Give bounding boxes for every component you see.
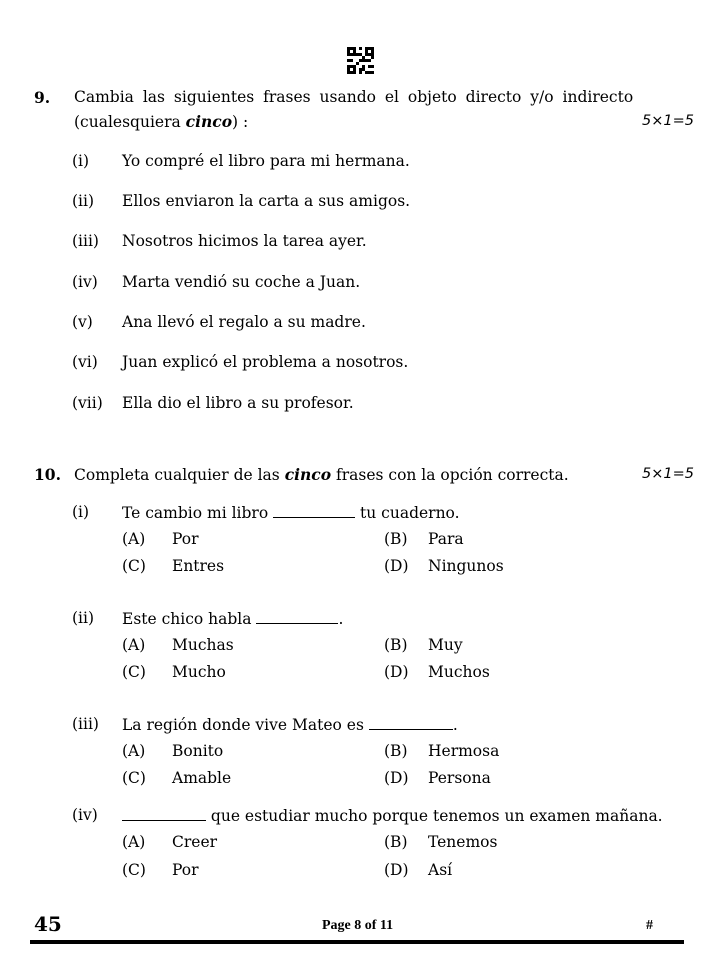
- option-label: (C): [122, 557, 146, 575]
- item-text: Este chico habla .: [122, 610, 344, 628]
- option-label: (C): [122, 663, 146, 681]
- item-text: Marta vendió su coche a Juan.: [122, 273, 361, 291]
- option-label: (C): [122, 769, 146, 787]
- item-number: (vii): [72, 394, 103, 412]
- item-number: (v): [72, 313, 93, 331]
- option-label: (A): [122, 833, 146, 851]
- item-text: que estudiar mucho porque tenemos un examen mañana.: [122, 806, 663, 825]
- option-text: Persona: [428, 769, 491, 787]
- marks-label: 5×1=5: [642, 466, 694, 482]
- option-label: (B): [384, 636, 408, 654]
- item-number: (ii): [72, 609, 95, 627]
- option-text: Así: [428, 861, 453, 879]
- option-text: Bonito: [172, 742, 224, 760]
- item-number: (iii): [72, 715, 99, 733]
- question-number: 10.: [34, 465, 61, 484]
- option-text: Amable: [172, 769, 232, 787]
- paper-code: 45: [34, 912, 62, 936]
- item-number: (i): [72, 503, 90, 521]
- item-text: Yo compré el libro para mi hermana.: [122, 152, 410, 170]
- option-text: Mucho: [172, 663, 226, 681]
- item-text: Ella dio el libro a su profesor.: [122, 394, 354, 412]
- option-label: (A): [122, 530, 146, 548]
- option-text: Por: [172, 530, 199, 548]
- option-label: (B): [384, 833, 408, 851]
- hash-mark: #: [646, 918, 653, 933]
- option-label: (A): [122, 636, 146, 654]
- option-label: (D): [384, 861, 409, 879]
- question-text: Completa cualquier de las cinco frases con la opción correcta.: [74, 465, 569, 484]
- item-number: (iv): [72, 273, 98, 291]
- item-text: Ana llevó el regalo a su madre.: [122, 313, 366, 331]
- question-number: 9.: [34, 88, 51, 107]
- item-text: Nosotros hicimos la tarea ayer.: [122, 232, 367, 250]
- option-text: Muy: [428, 636, 463, 654]
- option-label: (D): [384, 557, 409, 575]
- item-number: (vi): [72, 353, 98, 371]
- option-text: Ningunos: [428, 557, 504, 575]
- option-label: (D): [384, 663, 409, 681]
- answer-blank: [122, 806, 206, 821]
- item-number: (iii): [72, 232, 99, 250]
- option-label: (B): [384, 742, 408, 760]
- item-number: (ii): [72, 192, 95, 210]
- qr-code: [347, 47, 374, 74]
- item-text: La región donde vive Mateo es .: [122, 716, 458, 734]
- marks-label: 5×1=5: [642, 113, 694, 129]
- option-label: (B): [384, 530, 408, 548]
- option-label: (A): [122, 742, 146, 760]
- option-text: Muchas: [172, 636, 234, 654]
- answer-blank: [273, 503, 355, 518]
- page-number: Page 8 of 11: [322, 918, 394, 933]
- question-text-line2: (cualesquiera cinco) :: [74, 112, 249, 131]
- answer-blank: [256, 609, 338, 624]
- question-text: Cambia las siguientes frases usando el objeto directo y/o indirecto: [74, 88, 634, 106]
- option-label: (D): [384, 769, 409, 787]
- option-text: Entres: [172, 557, 225, 575]
- item-text: Juan explicó el problema a nosotros.: [122, 353, 409, 371]
- footer-rule: [30, 940, 684, 944]
- item-text: Te cambio mi libro tu cuaderno.: [122, 504, 460, 522]
- option-text: Tenemos: [428, 833, 498, 851]
- item-text: Ellos enviaron la carta a sus amigos.: [122, 192, 411, 210]
- item-number: (i): [72, 152, 90, 170]
- option-text: Muchos: [428, 663, 490, 681]
- item-number: (iv): [72, 806, 98, 824]
- option-text: Por: [172, 861, 199, 879]
- option-label: (C): [122, 861, 146, 879]
- option-text: Para: [428, 530, 464, 548]
- option-text: Creer: [172, 833, 218, 851]
- answer-blank: [369, 715, 453, 730]
- option-text: Hermosa: [428, 742, 500, 760]
